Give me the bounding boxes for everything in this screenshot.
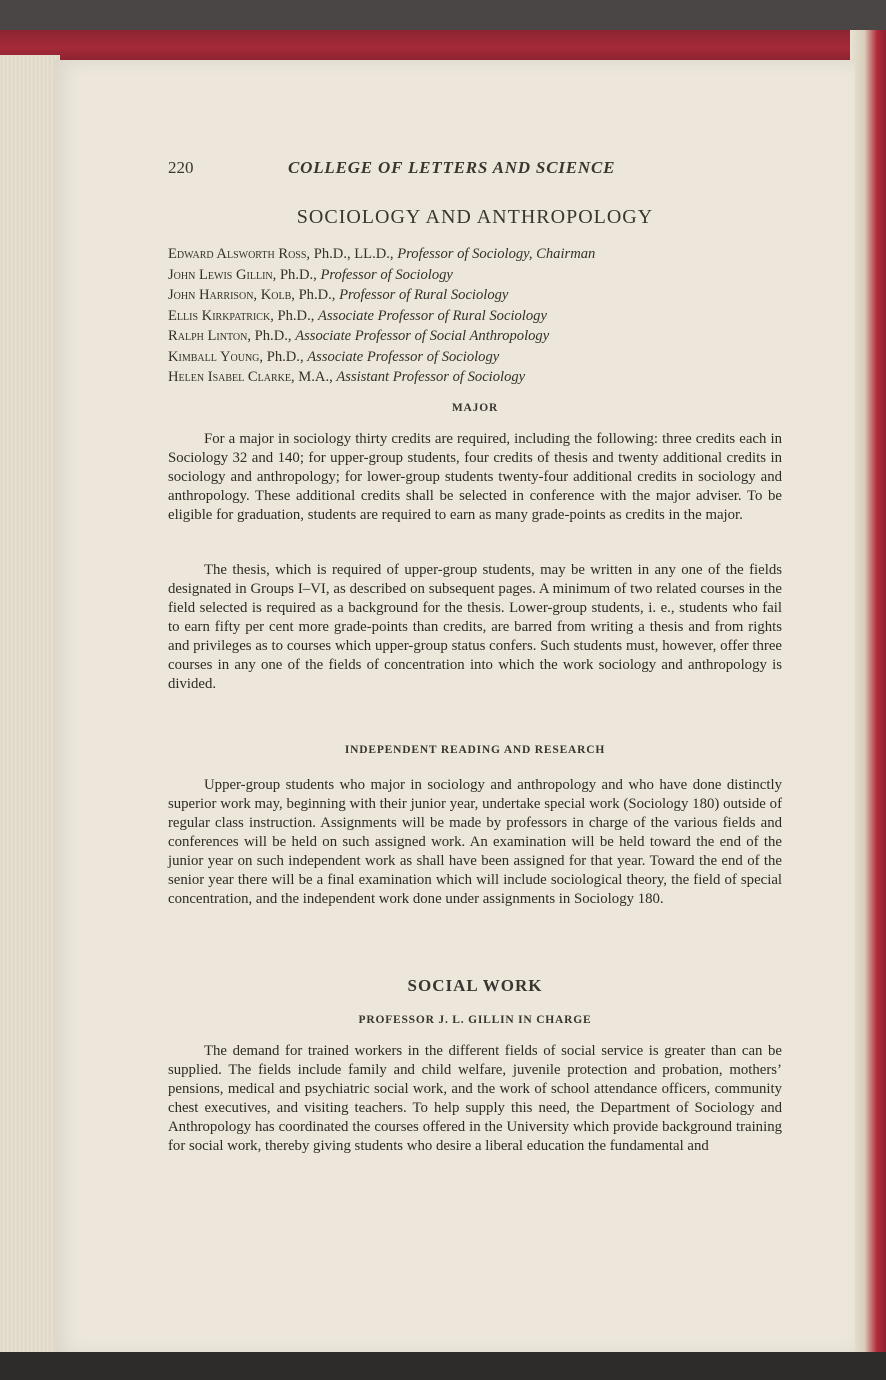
faculty-entry xyxy=(168,326,782,347)
faculty-entry xyxy=(168,367,782,388)
faculty-title: Assistant Professor of Sociology xyxy=(336,369,526,385)
faculty-entry xyxy=(168,285,782,306)
faculty-credentials: , Ph.D., xyxy=(247,328,296,344)
major-heading: MAJOR xyxy=(451,402,499,414)
faculty-name: John Lewis Gillin xyxy=(168,266,273,283)
faculty-entry xyxy=(168,244,782,265)
independent-reading-paragraph: Upper-group students who major in sociology and anthropology and who have done distinctly superior work may, beginning with their junior year, undertake special work (Sociology 180) outside of regular class instruction. Assignments will be made by professors in charge of the various fields and conferences will be held on such assigned work. An examination will be held toward the end of the junior year on such independent work as shall have been assigned for that year. Toward the end of the senior year there will be a final examination which will include sociological theory, the field of special concentration, and the independent work done under assignments in Sociology 180. xyxy=(168,777,782,907)
faculty-title: Associate Professor of Sociology xyxy=(307,348,500,365)
faculty-credentials: , Ph.D., LL.D., xyxy=(306,246,398,262)
social-work-subheading: PROFESSOR J. L. GILLIN IN CHARGE xyxy=(358,1014,592,1026)
page-header xyxy=(168,158,788,184)
faculty-name: Helen Isabel Clarke xyxy=(168,369,291,385)
faculty-name: Edward Alsworth Ross xyxy=(168,246,307,262)
faculty-credentials: , Ph.D., xyxy=(270,307,319,324)
faculty-name: Ellis Kirkpatrick xyxy=(168,307,271,324)
social-work-title: SOCIAL WORK xyxy=(407,976,543,995)
faculty-name: Ralph Linton xyxy=(168,328,248,344)
faculty-name: Kimball Young xyxy=(168,348,260,365)
independent-reading-heading: INDEPENDENT READING AND RESEARCH xyxy=(344,744,606,756)
running-head: COLLEGE OF LETTERS AND SCIENCE xyxy=(288,158,616,177)
scan-background-bottom xyxy=(0,1352,886,1380)
faculty-credentials: , Ph.D., xyxy=(259,348,308,365)
faculty-title: Associate Professor of Social Anthropology xyxy=(295,328,550,344)
faculty-list xyxy=(168,244,782,388)
faculty-title: Professor of Rural Sociology xyxy=(339,287,509,303)
social-work-paragraph: The demand for trained workers in the different fields of social service is greater than can be supplied. The fields include family and child welfare, juvenile protection and probation, mothers’ pensions, medical and psychiatric social work, and the work of school attendance officers, community chest executives, and visiting teachers. To help supply this need, the Department of Sociology and Anthropology has coordinated the courses offered in the University which provide background training for social work, thereby giving students who desire a liberal education the fundamental and xyxy=(168,1043,782,1154)
faculty-credentials: , M.A., xyxy=(290,369,337,385)
faculty-credentials: , Ph.D., xyxy=(291,287,340,303)
faculty-title: Professor of Sociology xyxy=(320,266,453,283)
faculty-title: Associate Professor of Rural Sociology xyxy=(318,307,547,324)
faculty-entry xyxy=(168,347,782,368)
faculty-entry xyxy=(168,265,782,286)
faculty-credentials: , Ph.D., xyxy=(272,266,321,283)
page-number: 220 xyxy=(168,158,194,177)
section-title: SOCIOLOGY AND ANTHROPOLOGY xyxy=(296,206,654,228)
major-paragraph-2: The thesis, which is required of upper-group students, may be written in any one of the fields designated in Groups I–VI, as described on subsequent pages. A minimum of two related courses in the field selected is required as a background for the thesis. Lower-group students, i. e., students who fail to earn fifty per cent more grade-points than credits, are barred from writing a thesis and from rights and privileges as to courses which upper-group status confers. Such students must, however, offer three courses in any one of the fields of concentration into which the work sociology and anthropology is divided. xyxy=(168,562,782,692)
page-stack-edge xyxy=(0,55,60,1355)
faculty-name: John Harrison, Kolb xyxy=(168,287,292,303)
faculty-entry xyxy=(168,306,782,327)
book-spine-right xyxy=(850,30,886,1355)
faculty-title: Professor of Sociology, Chairman xyxy=(397,246,596,262)
major-paragraph-1: For a major in sociology thirty credits are required, including the following: three credits each in Sociology 32 and 140; for upper-group students, four credits of thesis and twenty additional credits in sociology and anthropology; for lower-group students twenty-four additional credits in sociology and anthropology. These additional credits shall be selected in conference with the major adviser. To be eligible for graduation, students are required to earn as many grade-points as credits in the major. xyxy=(168,431,782,523)
